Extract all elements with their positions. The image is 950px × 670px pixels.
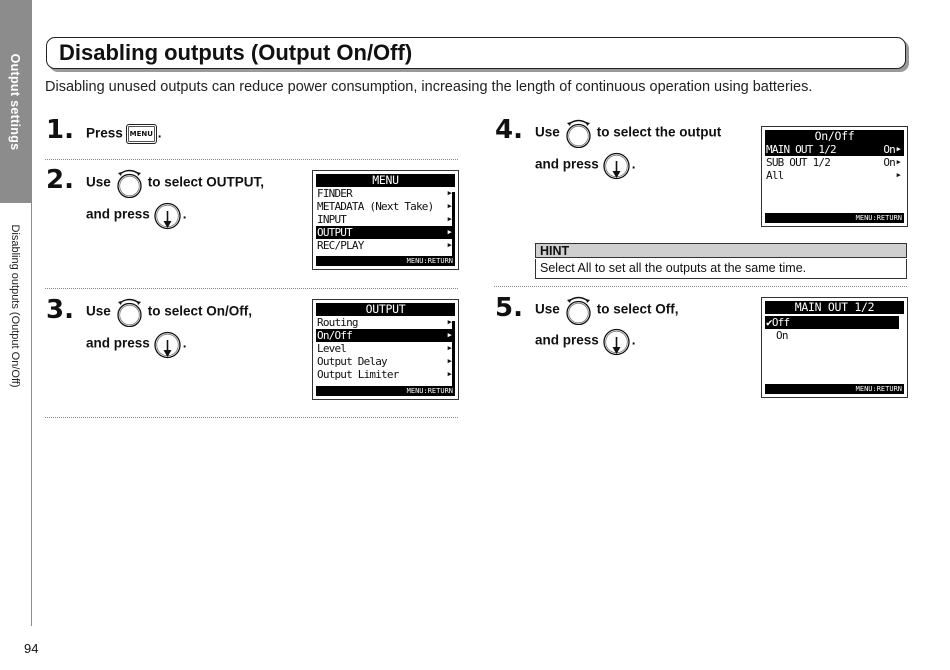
step-1-text	[86, 124, 162, 144]
menu-key-icon: MENU	[126, 124, 157, 144]
lcd-output-item-label: Output Delay	[317, 355, 387, 368]
lcd-output-item	[316, 355, 455, 368]
arrow-right-icon: ▶	[447, 228, 451, 236]
step-2-use: Use	[86, 174, 111, 190]
lcd-onoff-item-label: SUB OUT 1/2	[766, 156, 831, 169]
hint-text: Select All to set all the outputs at the same time.	[535, 259, 907, 279]
lcd-output-item-selected	[316, 329, 455, 342]
step-5-line-1	[535, 295, 679, 325]
step-5-action: to select Off,	[596, 301, 679, 317]
divider	[45, 417, 458, 418]
step-2-period: .	[182, 206, 187, 222]
lcd-output-item	[316, 342, 455, 355]
lcd-menu-item	[316, 187, 455, 200]
arrow-right-icon: ▶	[447, 344, 451, 352]
lcd-mainout-inner	[765, 301, 904, 394]
lcd-menu-item	[316, 200, 455, 213]
step-5-and-press: and press	[535, 332, 599, 348]
step-4-and-press: and press	[535, 156, 599, 172]
step-2-action: to select OUTPUT,	[147, 174, 265, 190]
lcd-footer: MENU:RETURN	[316, 256, 455, 266]
divider	[494, 286, 907, 287]
lcd-onoff-item-value: On	[883, 143, 895, 156]
lcd-output-item-label: Output Limiter	[317, 368, 399, 381]
lcd-output-item-label: On/Off	[317, 329, 352, 342]
arrow-right-icon: ▶	[447, 370, 451, 378]
lcd-mainout-title: MAIN OUT 1/2	[765, 301, 904, 314]
arrow-right-icon: ▶	[447, 357, 451, 365]
step-3-line-1	[86, 297, 252, 327]
lcd-output-item-label: Routing	[317, 316, 358, 329]
lcd-mainout-item	[765, 329, 904, 342]
lcd-menu-screen	[312, 170, 459, 270]
step-3-action: to select On/Off,	[147, 303, 253, 319]
arrow-right-icon: ▶	[447, 202, 451, 210]
arrow-right-icon: ▶	[447, 189, 451, 197]
lcd-onoff-item	[765, 169, 904, 182]
lcd-output-item	[316, 368, 455, 381]
lcd-menu-item-selected	[316, 226, 455, 239]
step-1-number: 1.	[46, 115, 74, 145]
press-dial-icon	[602, 326, 631, 356]
hint-heading: HINT	[535, 243, 907, 258]
intro-text: Disabling unused outputs can reduce power consumption, increasing the length of continuous operation using batteries.	[45, 79, 813, 95]
section-tab	[0, 0, 31, 203]
selection-dial-icon	[115, 297, 144, 327]
press-dial-icon	[153, 329, 182, 359]
lcd-scrollbar	[452, 321, 455, 387]
step-5-number: 5.	[495, 293, 523, 323]
arrow-right-icon: ▶	[896, 145, 900, 153]
lcd-output-item-label: Level	[317, 342, 347, 355]
step-4-number: 4.	[495, 115, 523, 145]
lcd-output-screen	[312, 299, 459, 400]
lcd-menu-item	[316, 213, 455, 226]
page-number: 94	[24, 641, 39, 656]
step-2-line-2	[86, 200, 187, 230]
step-2-number: 2.	[46, 165, 74, 195]
lcd-onoff-item-label: MAIN OUT 1/2	[766, 143, 836, 156]
step-4-use: Use	[535, 124, 560, 140]
step-3-use: Use	[86, 303, 111, 319]
sidebar-rule	[31, 0, 32, 626]
lcd-mainout-item-label: On	[776, 329, 788, 342]
title-banner	[46, 37, 906, 69]
arrow-right-icon: ▶	[447, 241, 451, 249]
lcd-mainout-item-selected	[765, 316, 899, 329]
lcd-onoff-screen	[761, 126, 908, 227]
lcd-onoff-item-label: All	[766, 169, 784, 182]
arrow-right-icon: ▶	[447, 331, 451, 339]
step-3-line-2	[86, 329, 187, 359]
step-5-period: .	[631, 332, 636, 348]
lcd-output-inner	[316, 303, 455, 396]
press-dial-icon	[602, 150, 631, 180]
lcd-menu-item-label: INPUT	[317, 213, 347, 226]
step-1-post: .	[157, 125, 162, 141]
lcd-menu-item	[316, 239, 455, 252]
divider	[45, 288, 458, 289]
lcd-onoff-item	[765, 156, 904, 169]
arrow-right-icon: ▶	[896, 171, 900, 179]
lcd-onoff-title: On/Off	[765, 130, 904, 143]
lcd-mainout-screen	[761, 297, 908, 398]
arrow-right-icon: ▶	[447, 215, 451, 223]
step-2-line-1	[86, 168, 264, 198]
step-4-action: to select the output	[596, 124, 722, 140]
step-3-and-press: and press	[86, 335, 150, 351]
lcd-menu-item-label: FINDER	[317, 187, 352, 200]
lcd-menu-item-label: REC/PLAY	[317, 239, 364, 252]
step-4-line-2	[535, 150, 636, 180]
press-dial-icon	[153, 200, 182, 230]
section-tab-label: Output settings	[8, 53, 22, 151]
lcd-onoff-item-value: On	[883, 156, 895, 169]
selection-dial-icon	[564, 295, 593, 325]
step-3-number: 3.	[46, 295, 74, 325]
sidebar-topic: Disabling outputs (Output On/Off)	[9, 224, 21, 388]
lcd-onoff-inner	[765, 130, 904, 223]
lcd-menu-title: MENU	[316, 174, 455, 187]
step-4-line-1	[535, 118, 721, 148]
lcd-output-item	[316, 316, 455, 329]
lcd-footer: MENU:RETURN	[765, 384, 904, 394]
lcd-menu-item-label: OUTPUT	[317, 226, 352, 239]
step-5-use: Use	[535, 301, 560, 317]
lcd-menu-inner	[316, 174, 455, 266]
step-5-line-2	[535, 326, 636, 356]
selection-dial-icon	[115, 168, 144, 198]
lcd-output-title: OUTPUT	[316, 303, 455, 316]
lcd-onoff-item-selected	[765, 143, 904, 156]
lcd-scrollbar	[452, 192, 455, 258]
step-1-pre: Press	[86, 125, 123, 141]
arrow-right-icon: ▶	[896, 158, 900, 166]
page-title: Disabling outputs (Output On/Off)	[59, 40, 413, 65]
divider	[45, 159, 458, 160]
step-2-and-press: and press	[86, 206, 150, 222]
lcd-menu-item-label: METADATA (Next Take)	[317, 200, 434, 213]
step-4-period: .	[631, 156, 636, 172]
selection-dial-icon	[564, 118, 593, 148]
lcd-footer: MENU:RETURN	[316, 386, 455, 396]
step-3-period: .	[182, 335, 187, 351]
arrow-right-icon: ▶	[447, 318, 451, 326]
lcd-mainout-item-label: ✔Off	[766, 316, 790, 329]
lcd-footer: MENU:RETURN	[765, 213, 904, 223]
